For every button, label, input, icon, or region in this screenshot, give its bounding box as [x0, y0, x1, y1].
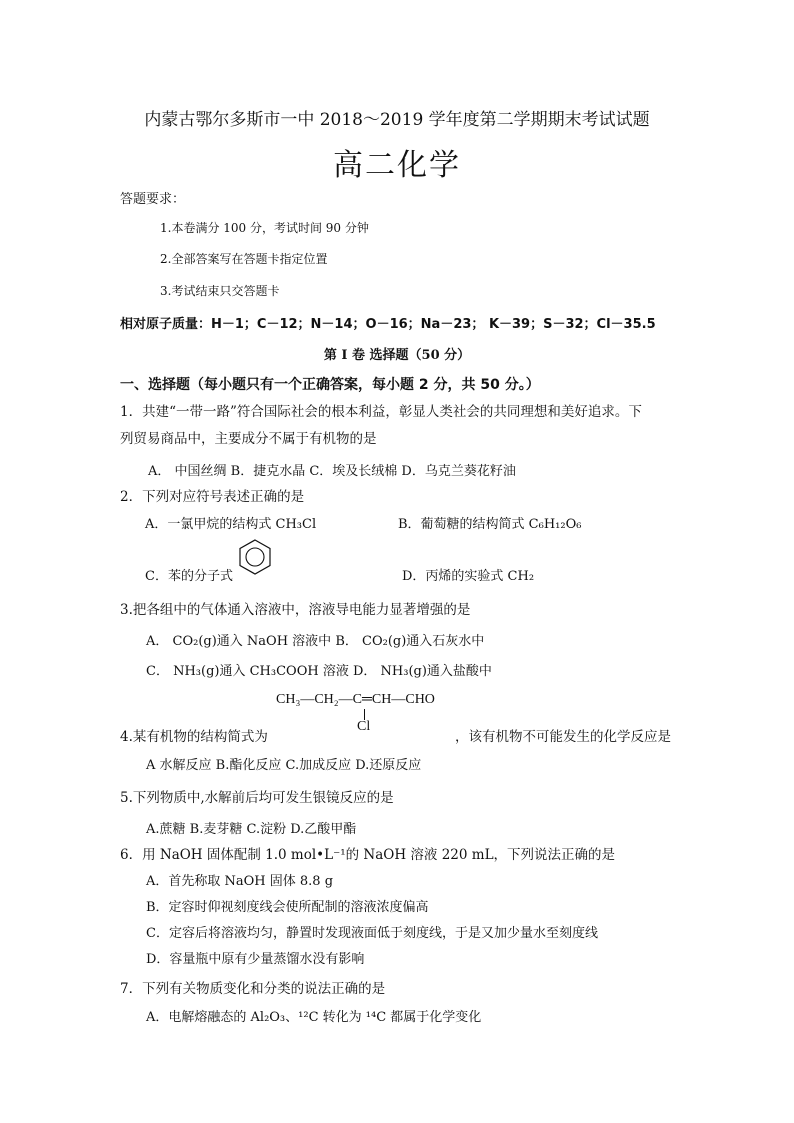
question-3-options-ab: A． CO₂(g)通入 NaOH 溶液中 B． CO₂(g)通入石灰水中: [146, 634, 485, 649]
requirement-item: 1.本卷满分 100 分，考试时间 90 分钟: [160, 221, 369, 235]
question-7-option-a: A．电解熔融态的 Al₂O₃、¹²C 转化为 ¹⁴C 都属于化学变化: [146, 1010, 482, 1025]
subject-title: 高二化学: [333, 148, 461, 183]
question-2-stem: 2．下列对应符号表述正确的是: [120, 489, 305, 505]
question-6-stem: 6．用 NaOH 固体配制 1.0 mol•L⁻¹的 NaOH 溶液 220 mL，下列说法正确的是: [120, 847, 616, 863]
requirement-item: 2.全部答案写在答题卡指定位置: [160, 252, 328, 266]
question-2-option-a: A．一氯甲烷的结构式 CH₃Cl: [145, 517, 317, 532]
question-3-stem: 3.把各组中的气体通入溶液中，溶液导电能力显著增强的是: [120, 602, 471, 618]
structural-formula: CH₃—CH₂—C═CH—CHO: [276, 692, 435, 707]
structural-formula-substituent: Cl: [357, 719, 371, 734]
question-6-option-a: A．首先称取 NaOH 固体 8.8 g: [146, 874, 334, 889]
question-1-stem: 1．共建“一带一路”符合国际社会的根本利益，彰显人类社会的共同理想和美好追求。下: [120, 404, 642, 420]
question-4-stem-end: ，该有机物不可能发生的化学反应是: [455, 729, 671, 745]
question-5-stem: 5.下列物质中,水解前后均可发生银镜反应的是: [120, 790, 394, 806]
question-1-options: A． 中国丝绸 B．捷克水晶 C．埃及长绒棉 D．乌克兰葵花籽油: [148, 464, 516, 479]
question-2-option-c: C．苯的分子式: [145, 569, 233, 584]
requirement-item: 3.考试结束只交答题卡: [160, 284, 280, 298]
part-heading: 第 I 卷 选择题（50 分）: [323, 348, 471, 363]
question-3-options-cd: C． NH₃(g)通入 CH₃COOH 溶液 D． NH₃(g)通入盐酸中: [146, 664, 492, 679]
atomic-mass-line: 相对原子质量：H－1；C－12；N－14；O－16；Na－23； K－39；S－32；Cl－35.5: [120, 317, 656, 332]
question-6-option-b: B．定容时仰视刻度线会使所配制的溶液浓度偏高: [146, 900, 429, 915]
question-2-option-d: D．丙烯的实验式 CH₂: [402, 569, 535, 584]
question-7-stem: 7．下列有关物质变化和分类的说法正确的是: [120, 981, 386, 997]
question-6-option-c: C．定容后将溶液均匀，静置时发现液面低于刻度线，于是又加少量水至刻度线: [146, 926, 598, 941]
question-2-option-b: B．葡萄糖的结构简式 C₆H₁₂O₆: [398, 517, 582, 532]
question-4-stem: 4.某有机物的结构简式为: [120, 729, 268, 745]
section-heading: 一、选择题（每小题只有一个正确答案，每小题 2 分，共 50 分。）: [120, 377, 540, 393]
question-5-options: A.蔗糖 B.麦芽糖 C.淀粉 D.乙酸甲酯: [146, 822, 357, 837]
requirements-heading: 答题要求：: [120, 192, 186, 207]
benzene-ring-icon: [238, 538, 272, 576]
question-6-option-d: D．容量瓶中原有少量蒸馏水没有影响: [146, 952, 365, 967]
exam-title: 内蒙古鄂尔多斯市一中 2018～2019 学年度第二学期期末考试试题: [144, 110, 650, 130]
question-1-stem-cont: 列贸易商品中，主要成分不属于有机物的是: [120, 431, 377, 447]
question-4-options: A 水解反应 B.酯化反应 C.加成反应 D.还原反应: [146, 758, 422, 773]
